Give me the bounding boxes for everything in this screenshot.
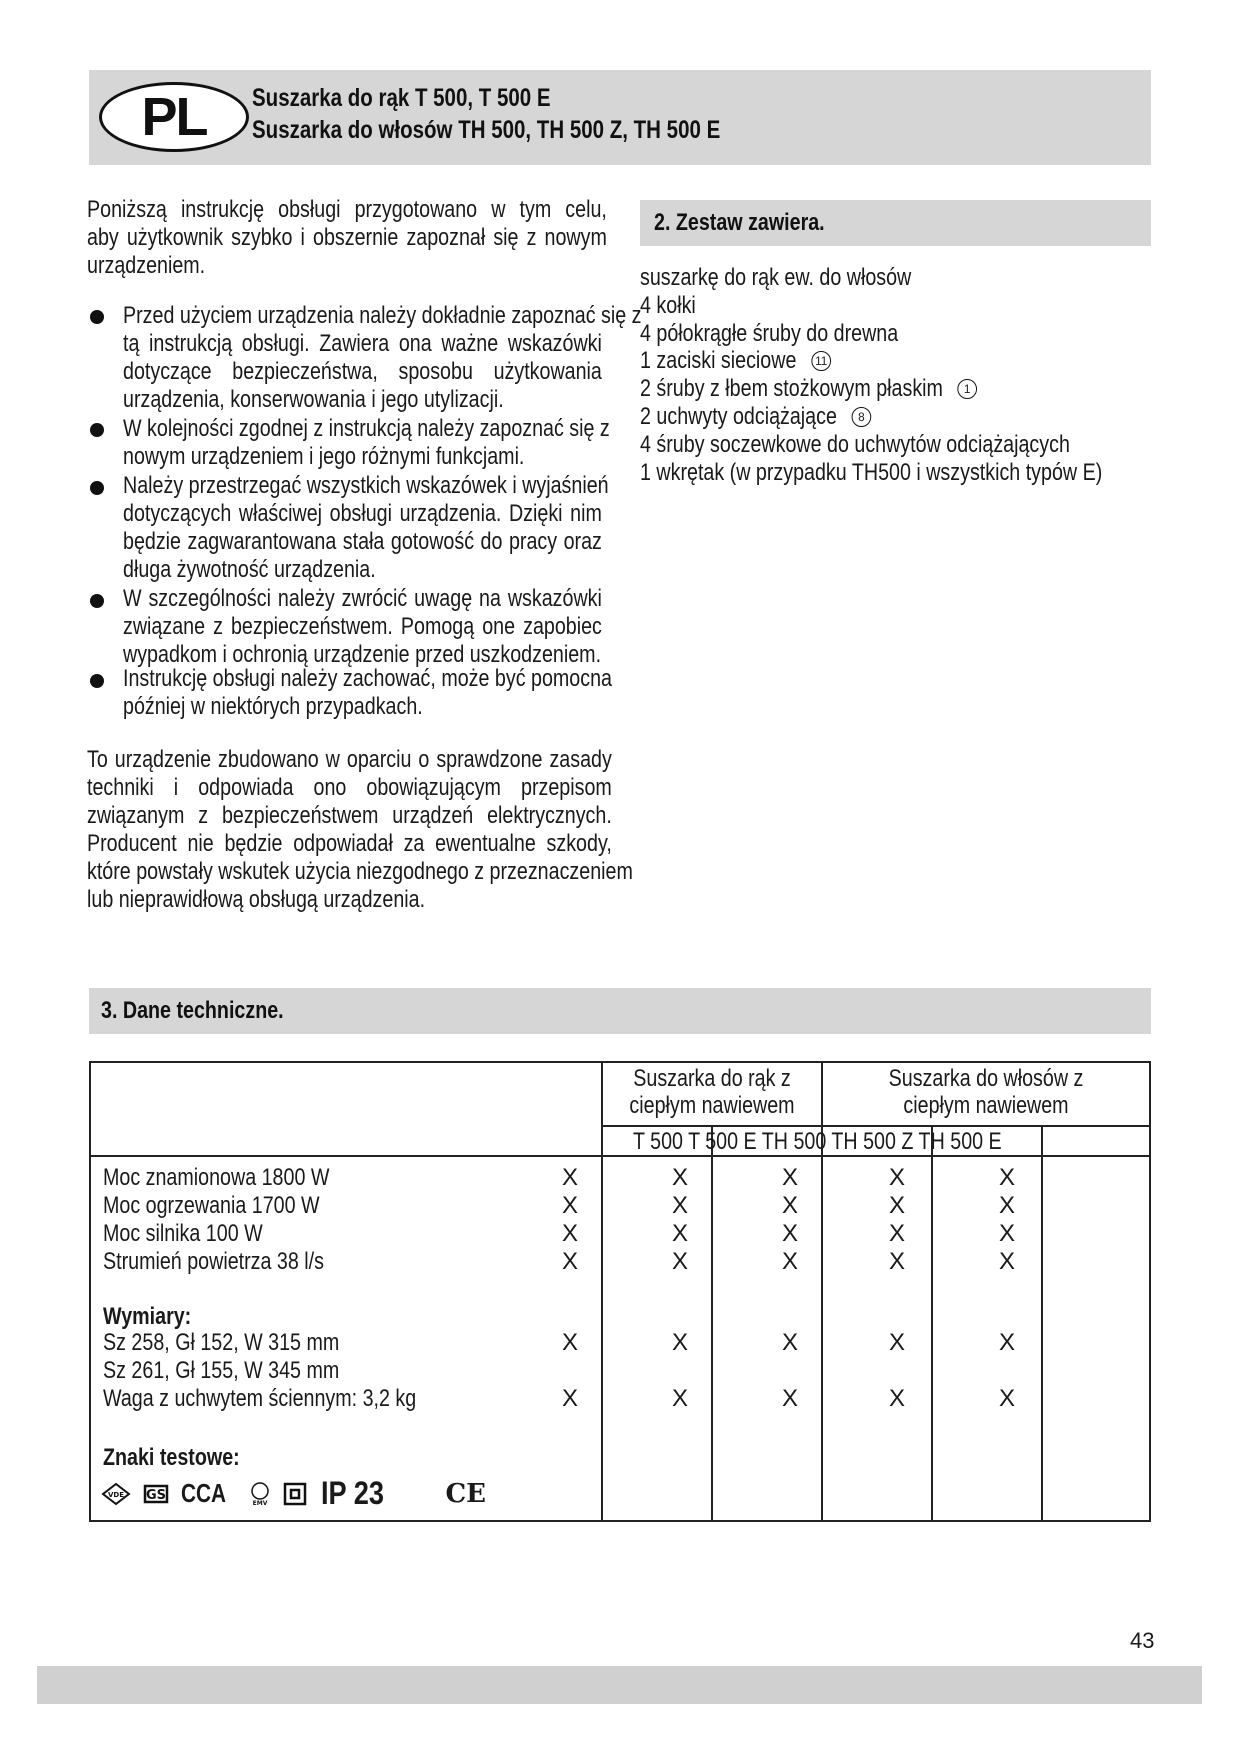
- test-marks: [101, 1475, 486, 1512]
- spec-row-label: Sz 258, Gł 152, W 315 mm: [103, 1329, 340, 1356]
- table-mark: X: [781, 1220, 798, 1247]
- list-item: 2 uchwyty odciążające 8: [640, 403, 1102, 431]
- bullet-item: Należy przestrzegać wszystkich wskazówek i wyjaśnień dotyczących właściwej obsługi urządzenia. Dzięki nim będzie zagwarantowana stała gotowość do pracy oraz długa żywotność urządzenia.: [123, 472, 609, 583]
- list-item: 2 śruby z łbem stożkowym płaskim 1: [640, 375, 1102, 403]
- footer-bar: [37, 1666, 1202, 1704]
- bullet-icon: [90, 594, 104, 608]
- bullet-icon: [90, 310, 104, 324]
- table-mark: X: [998, 1192, 1015, 1219]
- reference-number-icon: 1: [958, 379, 978, 399]
- spec-row-label: Sz 261, Gł 155, W 345 mm: [103, 1357, 340, 1384]
- spec-row-label: Waga z uchwytem ściennym: 3,2 kg: [103, 1385, 417, 1412]
- table-mark: X: [998, 1329, 1015, 1356]
- reference-number-icon: 11: [811, 351, 831, 371]
- reference-number-icon: 8: [852, 407, 872, 427]
- list-item: 4 półokrągłe śruby do drewna: [640, 319, 899, 347]
- group-header-hand-dryer: Suszarka do rąk z ciepłym nawiewem: [629, 1065, 795, 1119]
- bullet-icon: [90, 481, 104, 495]
- svg-text:VDE: VDE: [107, 1490, 125, 1499]
- table-mark: X: [561, 1220, 578, 1247]
- table-mark: X: [888, 1248, 905, 1275]
- ip-rating: IP 23: [321, 1475, 385, 1511]
- table-mark: X: [998, 1248, 1015, 1275]
- table-mark: X: [781, 1192, 798, 1219]
- technology-paragraph: To urządzenie zbudowano w oparciu o sprawdzone zasady techniki i odpowiada ono obowiązującym przepisom związanym z bezpieczeństwem urządzeń elektrycznych. Producent nie będzie odpowiadał za ewentualne szkody, które powstały wskutek użycia niezgodnego z przeznaczeniem lub nieprawidłową obsługą urządzenia.: [87, 746, 633, 913]
- gs-mark-icon: [141, 1482, 171, 1506]
- spec-row-label: Strumień powietrza 38 l/s: [103, 1248, 324, 1275]
- list-item: 4 kołki: [640, 291, 696, 319]
- table-mark: X: [888, 1385, 905, 1412]
- table-mark: X: [998, 1220, 1015, 1247]
- table-mark: X: [781, 1164, 798, 1191]
- header-title-hair-dryer: Suszarka do włosów TH 500, TH 500 Z, TH 500 E: [252, 116, 721, 144]
- svg-text:GS: GS: [145, 1487, 167, 1503]
- page-header: [89, 70, 1151, 165]
- page-number: 43: [1130, 1628, 1155, 1653]
- bullet-item: W kolejności zgodnej z instrukcją należy zapoznać się z nowym urządzeniem i jego różnymi funkcjami.: [123, 415, 610, 470]
- svg-text:EMV: EMV: [252, 1499, 268, 1507]
- table-mark: X: [781, 1385, 798, 1412]
- vde-mark-icon: [101, 1482, 131, 1506]
- list-item: 4 śruby soczewkowe do uchwytów odciążających: [640, 430, 1070, 458]
- cca-mark: CCA: [181, 1478, 227, 1508]
- table-mark: X: [671, 1164, 688, 1191]
- table-mark: X: [781, 1329, 798, 1356]
- language-badge: PL: [99, 82, 249, 152]
- specs-section-title: 3. Dane techniczne.: [101, 997, 284, 1024]
- spec-row-label: Moc znamionowa 1800 W: [103, 1164, 330, 1191]
- test-marks-heading: Znaki testowe:: [103, 1444, 240, 1471]
- table-mark: X: [671, 1385, 688, 1412]
- header-title-hand-dryer: Suszarka do rąk T 500, T 500 E: [252, 84, 551, 112]
- list-item: 1 zaciski sieciowe 11: [640, 347, 1102, 375]
- table-mark: X: [671, 1220, 688, 1247]
- emv-mark-icon: [247, 1481, 273, 1507]
- table-mark: X: [671, 1248, 688, 1275]
- intro-paragraph: Poniższą instrukcję obsługi przygotowano w tym celu, aby użytkownik szybko i obszernie zapoznał się z nowym urządzeniem.: [87, 196, 607, 279]
- list-item: 1 wkrętak (w przypadku TH500 i wszystkich typów E): [640, 458, 1103, 486]
- table-mark: X: [781, 1248, 798, 1275]
- group-header-hair-dryer: Suszarka do włosów z ciepłym nawiewem: [888, 1065, 1084, 1119]
- ce-mark: CE: [445, 1478, 486, 1509]
- table-mark: X: [561, 1385, 578, 1412]
- list-item: suszarkę do rąk ew. do włosów: [640, 264, 912, 291]
- table-mark: X: [998, 1164, 1015, 1191]
- spec-row-label: Moc silnika 100 W: [103, 1220, 263, 1247]
- bullet-icon: [90, 674, 104, 688]
- table-mark: X: [671, 1329, 688, 1356]
- bullet-item: Przed użyciem urządzenia należy dokładnie zapoznać się z tą instrukcją obsługi. Zawiera ona ważne wskazówki dotyczące bezpieczeństwa, sposobu użytkowania urządzenia, konserwowania i jego utylizacji.: [123, 302, 642, 413]
- bullet-item: W szczególności należy zwrócić uwagę na wskazówki związane z bezpieczeństwem. Pomogą one zapobiec wypadkom i ochronią urządzenie przed uszkodzeniem.: [123, 585, 602, 668]
- dimensions-heading: Wymiary:: [103, 1303, 192, 1330]
- table-mark: X: [671, 1192, 688, 1219]
- bullet-icon: [90, 423, 104, 437]
- table-mark: X: [561, 1164, 578, 1191]
- table-mark: X: [888, 1329, 905, 1356]
- table-mark: X: [888, 1220, 905, 1247]
- table-mark: X: [561, 1248, 578, 1275]
- bullet-item: Instrukcję obsługi należy zachować, może być pomocna później w niektórych przypadkach.: [123, 665, 612, 720]
- double-insulation-icon: [283, 1482, 307, 1506]
- set-contents-list: [640, 264, 1204, 486]
- spec-row-label: Moc ogrzewania 1700 W: [103, 1192, 320, 1219]
- model-header-row: T 500 T 500 E TH 500 TH 500 Z TH 500 E: [633, 1128, 1002, 1155]
- specs-table: [89, 1061, 1151, 1522]
- table-mark: X: [888, 1164, 905, 1191]
- table-mark: X: [561, 1329, 578, 1356]
- table-mark: X: [998, 1385, 1015, 1412]
- table-mark: X: [888, 1192, 905, 1219]
- table-mark: X: [561, 1192, 578, 1219]
- set-section-title: 2. Zestaw zawiera.: [654, 209, 825, 236]
